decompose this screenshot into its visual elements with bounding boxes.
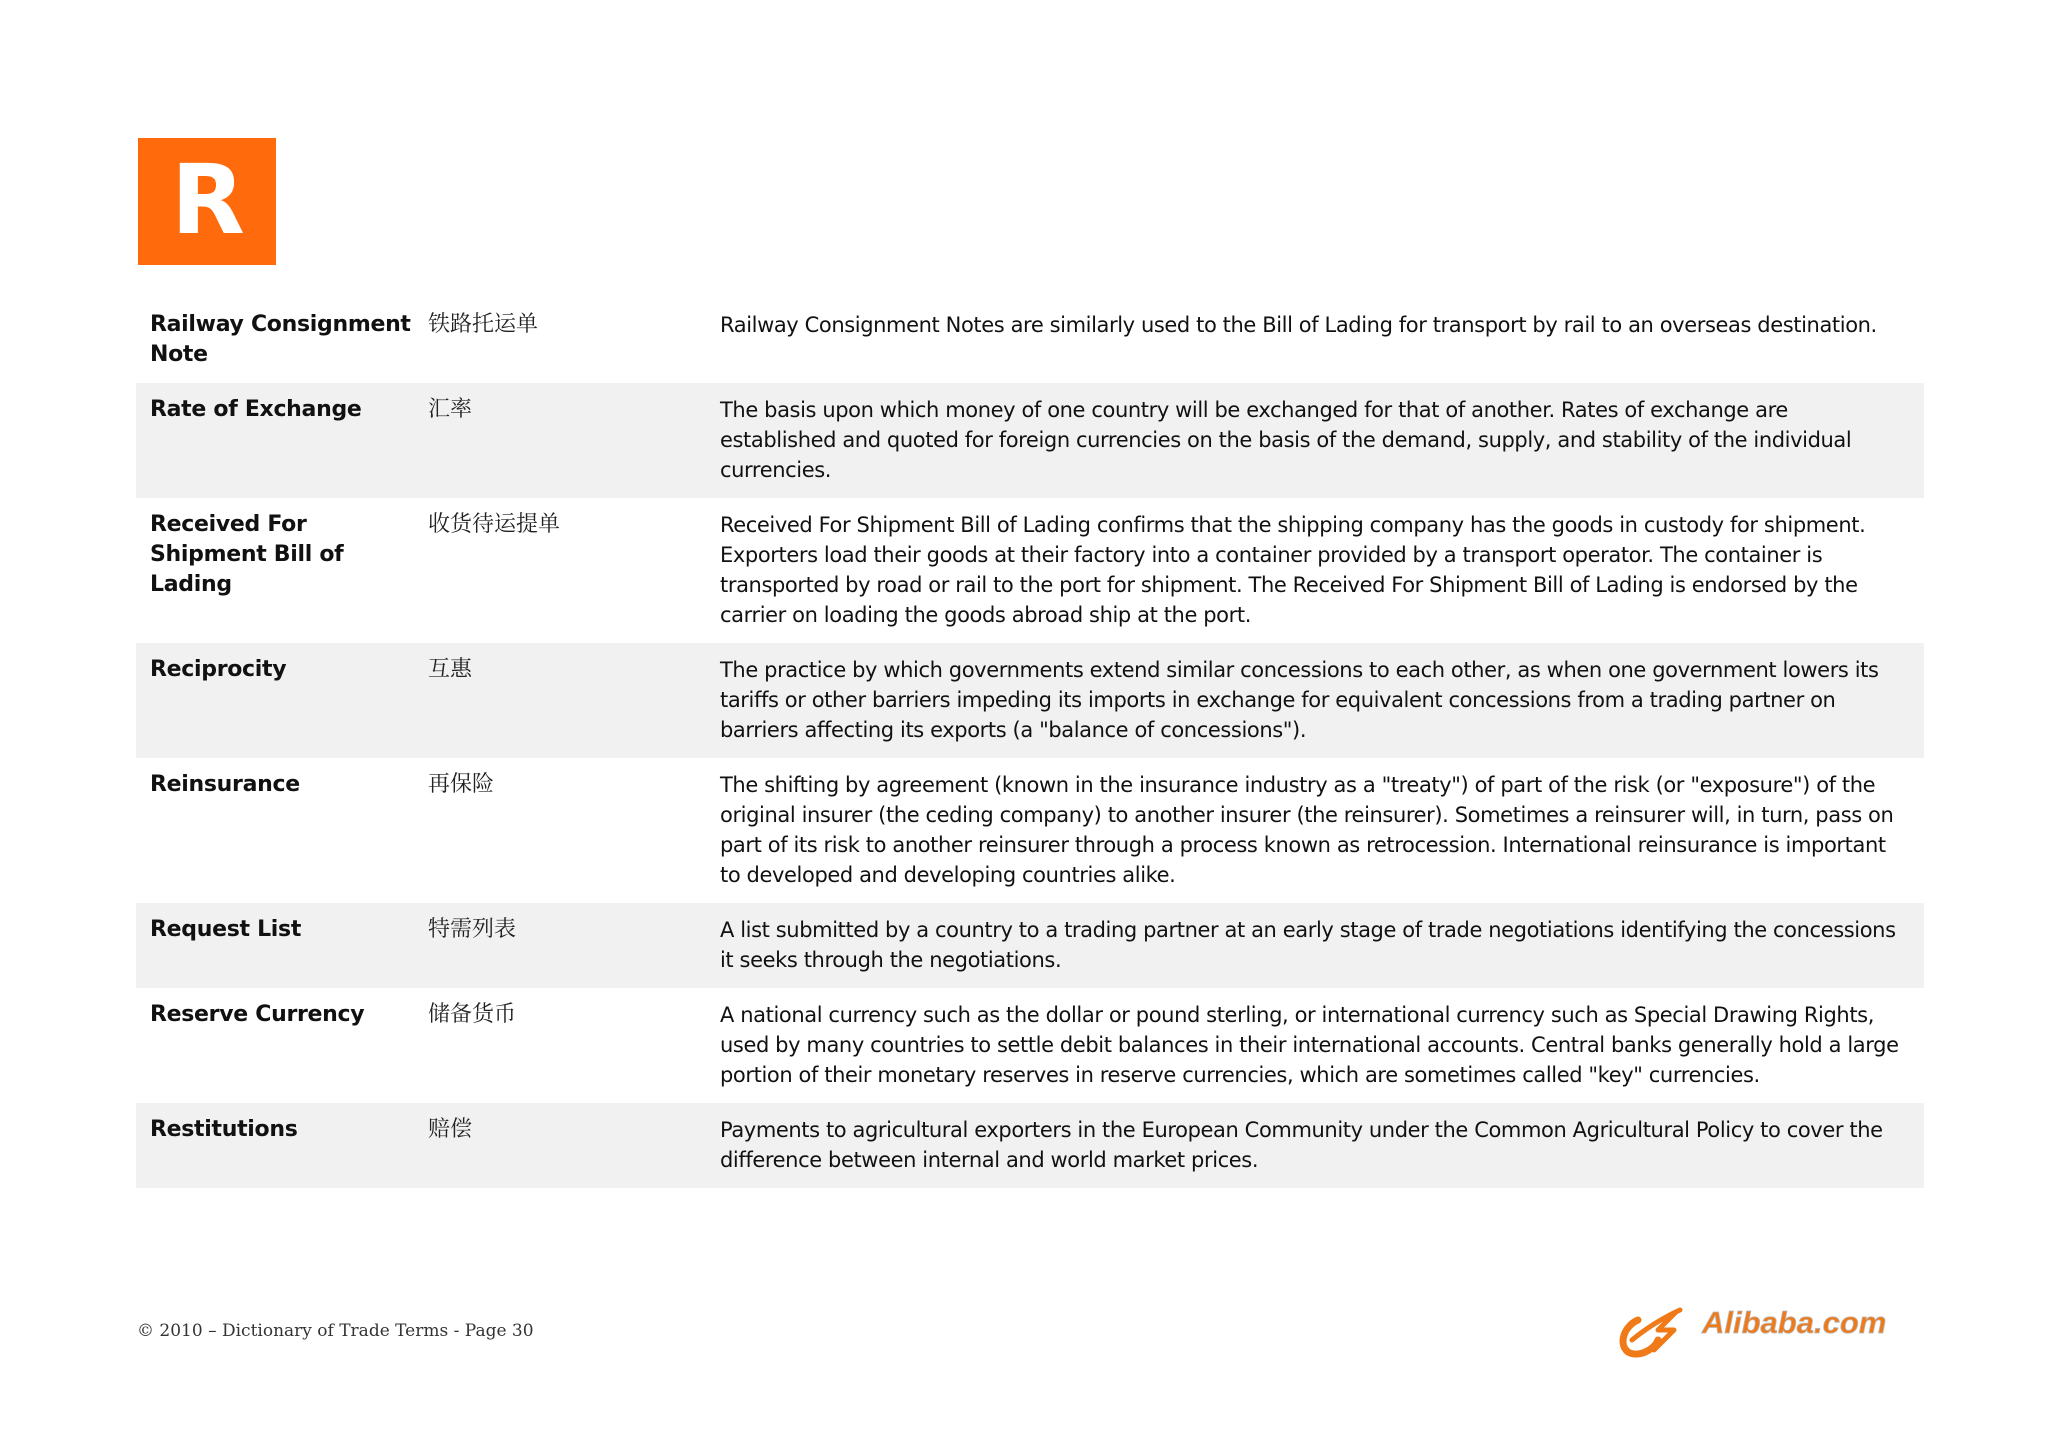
alibaba-logo (1614, 1300, 1914, 1362)
term-english: Restitutions (150, 1117, 298, 1142)
glossary-row (136, 903, 1924, 988)
glossary-row (136, 298, 1924, 383)
term-english: Reserve Currency (150, 1002, 365, 1027)
glossary-row (136, 643, 1924, 758)
term-definition: Payments to agricultural exporters in the European Community under the Common Agricultural Policy to cover the difference between internal and world market prices. (720, 1118, 1883, 1172)
page-footer: © 2010 – Dictionary of Trade Terms - Page 30 (137, 1321, 534, 1341)
glossary-row (136, 498, 1924, 643)
term-definition: The practice by which governments extend similar concessions to each other, as when one government lowers its tariffs or other barriers impeding its imports in exchange for equivalent concessions from a trading partner on barriers affecting its exports (a "balance of concessions"). (720, 658, 1879, 742)
section-letter-badge (138, 138, 276, 265)
term-english: Reinsurance (150, 772, 300, 797)
section-letter: R (171, 143, 243, 256)
term-chinese: 储备货币 (428, 1002, 517, 1027)
glossary-row (136, 383, 1924, 498)
term-english: Received For Shipment Bill of Lading (150, 512, 344, 597)
logo-wordmark: Alibaba.com (1702, 1305, 1887, 1340)
term-chinese: 互惠 (428, 657, 473, 682)
glossary-row (136, 758, 1924, 903)
term-english: Request List (150, 917, 302, 942)
term-definition: Received For Shipment Bill of Lading confirms that the shipping company has the goods in custody for shipment. Exporters load their goods at their factory into a container provided by a transport operator. The container is transported by road or rail to the port for shipment. The Received For Shipment Bill of Lading is endorsed by the carrier on loading the goods abroad ship at the port. (720, 513, 1866, 627)
term-english: Rate of Exchange (150, 397, 362, 422)
term-chinese: 再保险 (428, 772, 495, 797)
glossary-row (136, 988, 1924, 1103)
term-definition: A list submitted by a country to a trading partner at an early stage of trade negotiations identifying the concessions it seeks through the negotiations. (720, 918, 1896, 972)
term-definition: The basis upon which money of one country will be exchanged for that of another. Rates of exchange are established and quoted for foreign currencies on the basis of the demand, supply, and stability of the individual currencies. (720, 398, 1852, 482)
term-definition: A national currency such as the dollar or pound sterling, or international currency such as Special Drawing Rights, used by many countries to settle debit balances in their international accounts. Central banks generally hold a large portion of their monetary reserves in reserve currencies, which are sometimes called "key" currencies. (720, 1003, 1899, 1087)
term-chinese: 特需列表 (428, 917, 517, 942)
term-definition: The shifting by agreement (known in the insurance industry as a "treaty") of part of the risk (or "exposure") of the original insurer (the ceding company) to another insurer (the reinsurer). Sometimes a reinsurer will, in turn, pass on part of its risk to another reinsurer through a process known as retrocession. International reinsurance is important to developed and developing countries alike. (720, 773, 1894, 887)
term-chinese: 赔偿 (428, 1117, 473, 1142)
term-chinese: 铁路托运单 (428, 312, 539, 337)
glossary-row (136, 1103, 1924, 1188)
glossary-table (136, 298, 1924, 1188)
term-definition: Railway Consignment Notes are similarly used to the Bill of Lading for transport by rail to an overseas destination. (720, 313, 1877, 337)
term-chinese: 收货待运提单 (428, 512, 561, 537)
term-chinese: 汇率 (428, 397, 473, 422)
term-english: Railway Consignment Note (150, 312, 411, 367)
term-english: Reciprocity (150, 657, 287, 682)
